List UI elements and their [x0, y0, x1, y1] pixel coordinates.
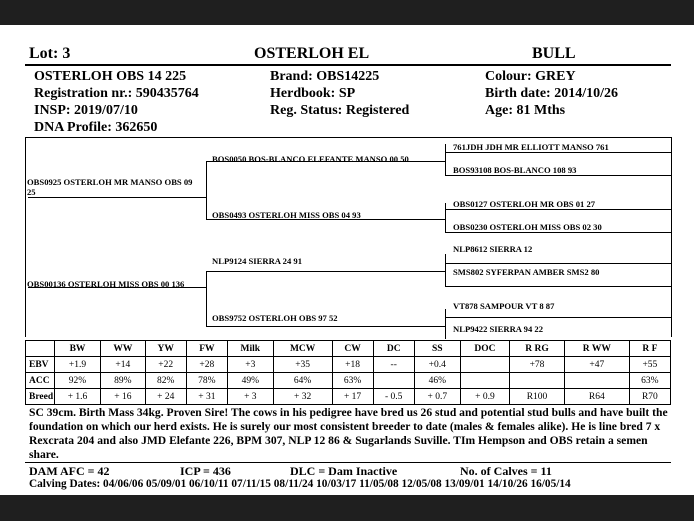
header-cell: R RG: [510, 341, 565, 357]
ggp-line-6: [445, 286, 671, 287]
ggp-line-7: [445, 317, 671, 318]
ggp-name-4: OBS0230 OSTERLOH MISS OBS 02 30: [453, 222, 602, 232]
reg-status: Reg. Status: Registered: [270, 103, 410, 118]
ggp-line-1: [445, 152, 671, 153]
table-cell: R64: [564, 389, 629, 405]
ggp-bracket-3: [445, 254, 446, 286]
table-cell: 82%: [145, 373, 186, 389]
table-cell: +1.9: [55, 357, 101, 373]
pedigree-top-rule: [25, 137, 671, 138]
header-cell: MCW: [273, 341, 332, 357]
table-cell: 92%: [55, 373, 101, 389]
ggp-line-3: [445, 209, 671, 210]
dna-profile: DNA Profile: 362650: [34, 120, 158, 135]
pedigree-left-border: [25, 137, 26, 337]
header-cell: DC: [373, 341, 414, 357]
table-cell: +28: [186, 357, 227, 373]
ggp-name-8: NLP9422 SIERRA 94 22: [453, 324, 544, 334]
table-cell: +22: [145, 357, 186, 373]
header-cell: Milk: [227, 341, 273, 357]
table-cell: [460, 373, 509, 389]
sex: BULL: [532, 45, 576, 62]
lot-sheet: [0, 25, 694, 495]
table-cell: + 3: [227, 389, 273, 405]
table-cell: [460, 357, 509, 373]
table-cell: R70: [629, 389, 670, 405]
sire-sire-name: BOS0050 BOS-BLANCO ELEFANTE MANSO 00 50: [212, 154, 409, 164]
dlc: DLC = Dam Inactive: [290, 464, 398, 478]
pedigree-right-border: [671, 137, 672, 337]
table-cell: + 31: [186, 389, 227, 405]
animal-name: OSTERLOH OBS 14 225: [34, 69, 187, 84]
table-cell: +78: [510, 357, 565, 373]
header-cell: BW: [55, 341, 101, 357]
breeder-name: OSTERLOH EL: [254, 45, 370, 62]
header-cell: SS: [414, 341, 460, 357]
ggp-name-1: 761JDH JDH MR ELLIOTT MANSO 761: [453, 142, 609, 152]
table-cell: + 16: [101, 389, 146, 405]
insp-date: INSP: 2019/07/10: [34, 103, 138, 118]
ggp-name-7: VT878 SAMPOUR VT 8 87: [453, 301, 555, 311]
ggp-bracket-1: [445, 144, 446, 175]
table-cell: +18: [332, 357, 373, 373]
table-cell: + 32: [273, 389, 332, 405]
header-cell: R F: [629, 341, 670, 357]
header-rule: [25, 64, 671, 66]
table-cell: 89%: [101, 373, 146, 389]
ggp-line-5: [445, 263, 671, 264]
ggp-name-3: OBS0127 OSTERLOH MR OBS 01 27: [453, 199, 596, 209]
table-cell: 78%: [186, 373, 227, 389]
ggp-name-2: BOS93108 BOS-BLANCO 108 93: [453, 165, 577, 175]
comments: SC 39cm. Birth Mass 34kg. Proven Sire! The cows in his pedigree have bred us 26 stud and potential stud bulls and have built the foundation on which our herd exists. He is surely our most consistent breeder to date (males & females alike). He is line bred 7 x Rexcrata 204 and also JMD Elefante 226, BPM 307, NLP 12 86 & Sugarlands Suville. TIm Hempson and OBS retain a semen share.: [29, 406, 668, 461]
table-cell: [510, 373, 565, 389]
ggp-line-4: [445, 232, 671, 233]
ebv-row: [26, 357, 671, 373]
table-cell: +35: [273, 357, 332, 373]
dam-dam-name: OBS9752 OSTERLOH OBS 97 52: [212, 313, 338, 323]
colour: Colour: GREY: [485, 69, 576, 84]
acc-row: [26, 373, 671, 389]
icp: ICP = 436: [180, 464, 231, 478]
sire-bracket: [206, 161, 207, 219]
table-cell: + 0.9: [460, 389, 509, 405]
header-cell: CW: [332, 341, 373, 357]
table-cell: --: [373, 357, 414, 373]
row-label: Breed: [26, 389, 55, 405]
table-cell: +55: [629, 357, 670, 373]
table-cell: + 17: [332, 389, 373, 405]
header-cell: YW: [145, 341, 186, 357]
header-cell: [26, 341, 55, 357]
table-cell: +47: [564, 357, 629, 373]
table-cell: [564, 373, 629, 389]
registration-number: Registration nr.: 590435764: [34, 86, 199, 101]
calving-dates: Calving Dates: 04/06/06 05/09/01 06/10/11 07/11/15 08/11/24 10/03/17 11/05/08 12/05/08 13/09/01 14/10/26 16/05/14: [29, 478, 571, 490]
table-cell: 63%: [629, 373, 670, 389]
table-cell: +0.4: [414, 357, 460, 373]
sire-line: [28, 197, 206, 198]
table-cell: 64%: [273, 373, 332, 389]
dam-dam-line: [206, 326, 445, 327]
table-cell: +3: [227, 357, 273, 373]
dam-sire-name: NLP9124 SIERRA 24 91: [212, 256, 303, 266]
table-cell: 49%: [227, 373, 273, 389]
row-label: EBV: [26, 357, 55, 373]
ebv-header-row: [26, 341, 671, 357]
brand: Brand: OBS14225: [270, 69, 380, 84]
ggp-bracket-4: [445, 309, 446, 339]
table-cell: +14: [101, 357, 146, 373]
calves-count: No. of Calves = 11: [460, 464, 552, 478]
age: Age: 81 Mths: [485, 103, 566, 118]
ggp-bracket-2: [445, 203, 446, 232]
sire-name: OBS0925 OSTERLOH MR MANSO OBS 09 25: [27, 177, 193, 197]
row-label: ACC: [26, 373, 55, 389]
dam-name: OBS00136 OSTERLOH MISS OBS 00 136: [27, 279, 185, 289]
ebv-table: [25, 340, 671, 405]
breed-row: [26, 389, 671, 405]
table-cell: [373, 373, 414, 389]
ggp-name-6: SMS802 SYFERPAN AMBER SMS2 80: [453, 267, 600, 277]
header-cell: FW: [186, 341, 227, 357]
herdbook: Herdbook: SP: [270, 86, 356, 101]
dam-bracket: [206, 271, 207, 326]
table-cell: + 1.6: [55, 389, 101, 405]
table-cell: R100: [510, 389, 565, 405]
table-cell: + 0.7: [414, 389, 460, 405]
birth-date: Birth date: 2014/10/26: [485, 86, 618, 101]
dam-afc: DAM AFC = 42: [29, 464, 110, 478]
ggp-name-5: NLP8612 SIERRA 12: [453, 244, 533, 254]
sire-dam-name: OBS0493 OSTERLOH MISS OBS 04 93: [212, 210, 361, 220]
table-cell: - 0.5: [373, 389, 414, 405]
table-cell: 63%: [332, 373, 373, 389]
header-cell: WW: [101, 341, 146, 357]
header-cell: DOC: [460, 341, 509, 357]
ggp-line-2: [445, 175, 671, 176]
header-cell: R WW: [564, 341, 629, 357]
footer-rule: [25, 462, 671, 463]
table-cell: + 24: [145, 389, 186, 405]
dam-sire-line: [206, 271, 445, 272]
table-cell: 46%: [414, 373, 460, 389]
lot-number: Lot: 3: [29, 45, 71, 62]
